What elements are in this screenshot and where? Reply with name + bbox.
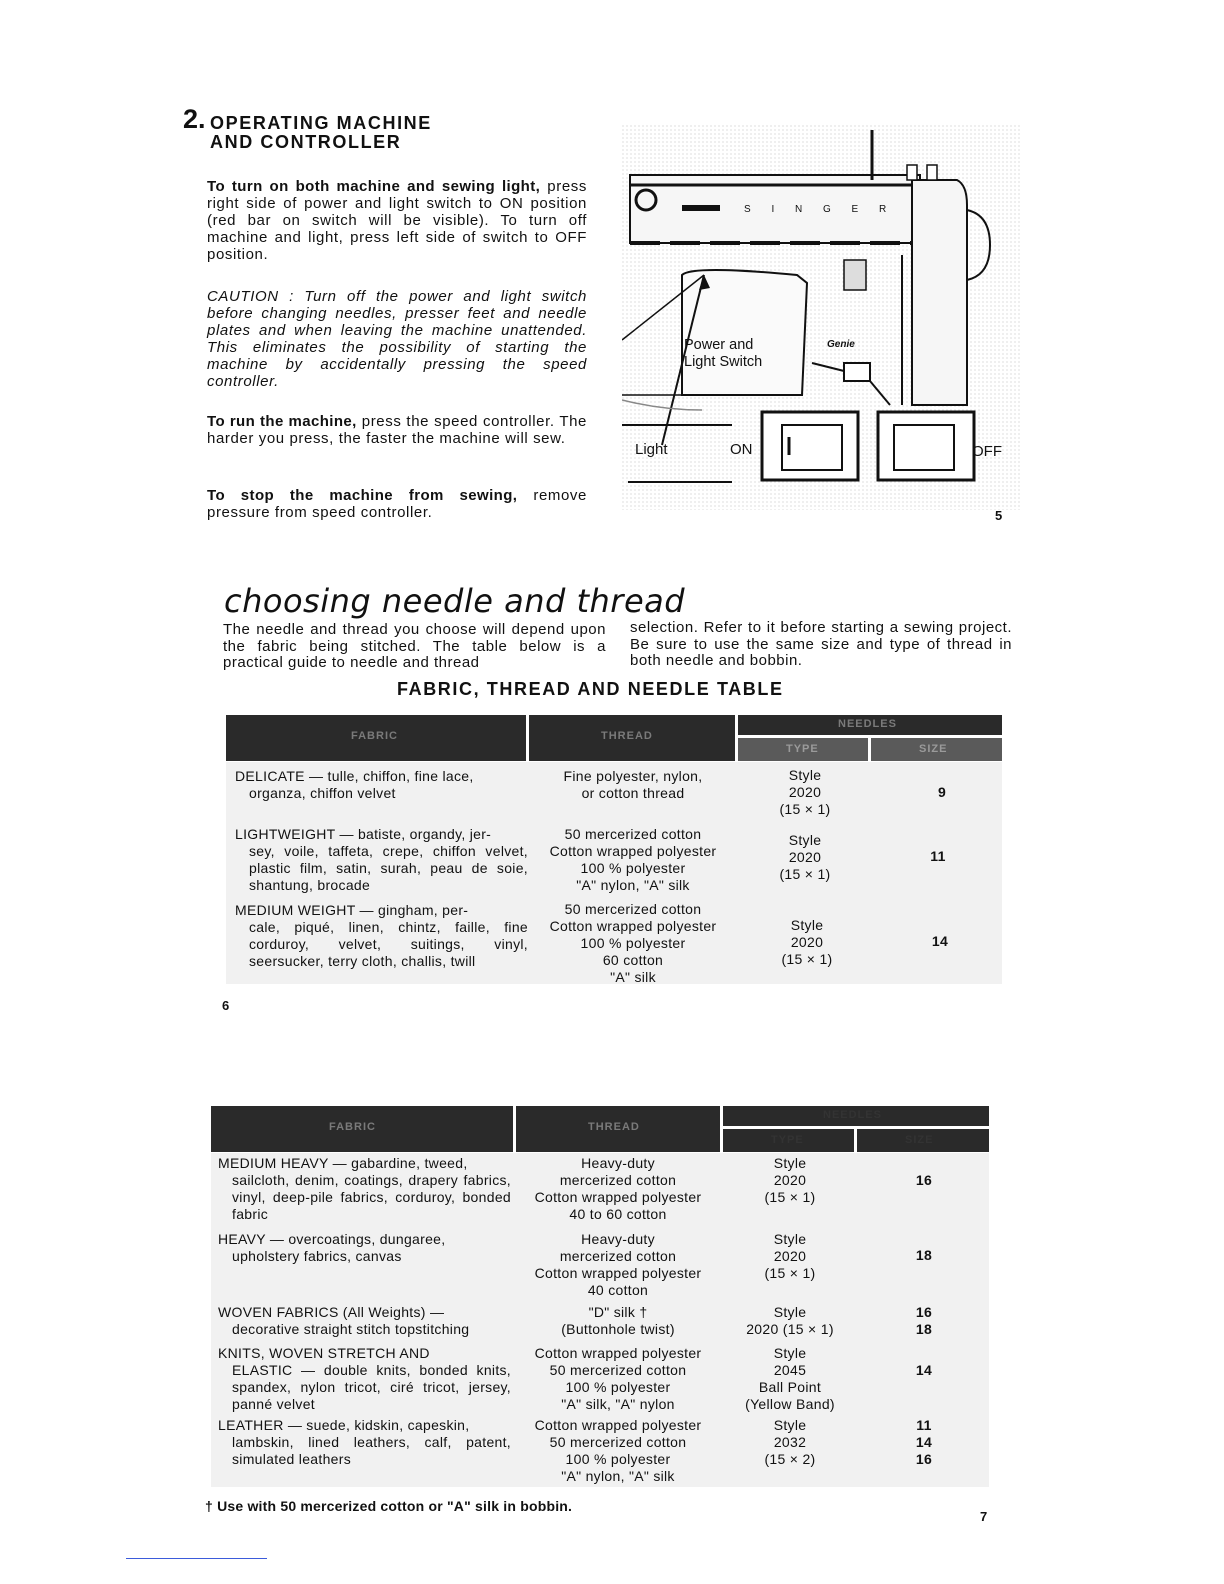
table-row [218,1345,511,1413]
type-line: 2020 [773,1172,807,1188]
thread-line: mercerized cotton [559,1172,677,1188]
thread-line: 100 % polyester [565,1451,671,1467]
page-heading: choosing needle and thread [224,582,686,620]
off-label: OFF [972,443,1002,460]
table1-header-size [871,738,1002,761]
type-line: (15 × 1) [764,1265,816,1281]
table-row [235,902,528,970]
table2-header-size [857,1129,989,1152]
row-fabric-lead: KNITS, WOVEN STRETCH AND [218,1345,430,1361]
thread-line: Cotton wrapped polyester [534,1265,702,1281]
row-thread [530,901,736,986]
divider-line [126,1558,267,1559]
size-line: 16 [915,1172,933,1188]
thread-line: or cotton thread [581,785,685,801]
type-line: Style [788,767,822,783]
footnote: † Use with 50 mercerized cotton or "A" silk in bobbin. [205,1498,573,1514]
machine-illustration [622,125,1020,510]
para-turn-on-text: press right side of power and light switch to ON position (red bar on switch will be visible). To turn off machine and light, press left side of switch to OFF position. [207,178,587,263]
table-row [235,826,528,894]
type-line: 2020 [788,784,822,800]
type-line: (15 × 1) [764,1189,816,1205]
row-size [862,1172,986,1189]
type-line: Style [773,1231,807,1247]
table-row [218,1155,511,1223]
thread-line: "D" silk † [588,1304,648,1320]
thread-line: Cotton wrapped polyester [549,918,717,934]
row-fabric-rest: lambskin, lined leathers, calf, patent, simulated leathers [232,1434,511,1467]
thread-line: 40 cotton [587,1282,649,1298]
row-type [725,1231,855,1282]
row-fabric-lead: DELICATE — tulle, chiffon, fine lace, [235,768,474,784]
section-title-line2: AND CONTROLLER [210,132,402,152]
row-size [862,1304,986,1338]
row-size [862,1362,986,1379]
row-fabric-lead: MEDIUM WEIGHT — gingham, per- [235,902,469,918]
intro-left: The needle and thread you choose will depend upon the fabric being stitched. The table below is a practical guide to needle and thread [223,621,606,671]
thread-line: 50 mercerized cotton [549,1362,687,1378]
type-line: Ball Point [758,1379,822,1395]
row-fabric-lead: MEDIUM HEAVY — gabardine, tweed, [218,1155,468,1171]
para-turn-on-bold: To turn on both machine and sewing light, [207,178,541,195]
table-row [218,1231,511,1265]
table1-header-thread [529,715,735,761]
type-line: Style [773,1417,807,1433]
header-needles-label: NEEDLES [823,1109,882,1121]
type-line: 2020 [773,1248,807,1264]
size-line: 11 [916,1417,932,1433]
header-fabric-label: FABRIC [351,730,398,742]
row-thread [515,1304,721,1338]
type-line: (Yellow Band) [745,1396,835,1412]
type-line: 2020 [790,934,824,950]
size-line: 14 [915,1362,933,1378]
thread-line: 100 % polyester [580,935,686,951]
thread-line: "A" nylon, "A" silk [576,877,690,893]
table-row [235,768,528,802]
thread-line: 50 mercerized cotton [564,901,702,917]
type-line: Style [773,1155,807,1171]
table-title: FABRIC, THREAD AND NEEDLE TABLE [397,679,784,699]
row-size: 9 [937,784,947,800]
thread-line: "A" nylon, "A" silk [561,1468,675,1484]
type-line: Style [788,832,822,848]
row-fabric-lead: HEAVY — overcoatings, dungaree, [218,1231,446,1247]
section-title-line1: OPERATING MACHINE [210,113,432,133]
row-fabric-rest: cale, piqué, linen, chintz, faille, fine corduroy, velvet, suitings, vinyl, seersucker, terry cloth, challis, twill [249,919,528,969]
table2-header-fabric [211,1106,513,1152]
row-thread [515,1155,721,1223]
thread-line: 50 mercerized cotton [549,1434,687,1450]
thread-line: Cotton wrapped polyester [534,1417,702,1433]
row-type [725,1345,855,1413]
header-thread-label: THREAD [588,1121,640,1133]
type-line: (15 × 1) [781,951,833,967]
row-type [725,1304,855,1338]
table-row [218,1417,511,1468]
page-number-7: 7 [980,1509,988,1524]
row-fabric-rest: upholstery fabrics, canvas [232,1248,402,1264]
size-line: 14 [915,1434,933,1450]
row-size [862,1247,986,1264]
thread-line: Heavy-duty [581,1231,655,1247]
header-thread-label: THREAD [601,730,653,742]
row-type [725,1417,855,1468]
caution-paragraph: CAUTION : Turn off the power and light switch before changing needles, presser feet and needle plates and when leaving the machine unattended. This eliminates the possibility of starting the machine by accidentally pressing the speed controller. [207,288,587,390]
table2-header-type [723,1129,854,1152]
table2-header-needles [723,1106,989,1126]
intro-right: selection. Refer to it before starting a sewing project. Be sure to use the same size and type of thread in both needle and bobbin. [630,619,1012,669]
table2-header-thread [516,1106,720,1152]
thread-line: Heavy-duty [581,1155,655,1171]
row-fabric-lead: LIGHTWEIGHT — batiste, organdy, jer- [235,826,492,842]
row-fabric-lead: LEATHER — suede, kidskin, capeskin, [218,1417,470,1433]
size-line: 16 [915,1451,933,1467]
row-fabric-rest: ELASTIC — double knits, bonded knits, spandex, nylon tricot, ciré tricot, jersey, panné velvet [232,1362,511,1412]
size-line: 16 [915,1304,933,1320]
type-line: Style [790,917,824,933]
row-type [740,767,870,818]
thread-line: 100 % polyester [565,1379,671,1395]
thread-line: 40 to 60 cotton [569,1206,667,1222]
thread-line: Fine polyester, nylon, [563,768,703,784]
thread-line: 100 % polyester [580,860,686,876]
on-label: ON [730,441,753,458]
type-line: Style [773,1345,807,1361]
section-title [210,114,432,152]
header-size-label: SIZE [919,743,948,755]
type-line: (15 × 2) [764,1451,816,1467]
type-line: 2020 [788,849,822,865]
para-run [207,413,587,447]
row-type [725,1155,855,1206]
header-type-label: TYPE [771,1134,804,1146]
genie-logo: Genie [827,339,855,350]
table-row [218,1304,511,1338]
power-light-switch-label: Power and Light Switch [684,337,763,370]
row-fabric-rest: sailcloth, denim, coatings, drapery fabrics, vinyl, deep-pile fabrics, corduroy, bonded fabric [232,1172,511,1222]
row-type [742,917,872,968]
row-fabric-rest: decorative straight stitch topstitching [232,1321,470,1337]
header-fabric-label: FABRIC [329,1121,376,1133]
thread-line: "A" silk [610,969,656,985]
type-line: 2020 (15 × 1) [746,1321,834,1337]
para-run-bold: To run the machine, [207,413,357,430]
header-type-label: TYPE [786,743,819,755]
para-run-text: press the speed controller. The harder you press, the faster the machine will sew. [207,413,587,447]
header-needles-label: NEEDLES [838,718,897,730]
size-line: 18 [915,1321,933,1337]
para-stop [207,487,587,521]
row-size: 11 [930,848,946,864]
page-number-6: 6 [222,998,230,1013]
row-size [862,1417,986,1468]
row-type [740,832,870,883]
para-stop-bold: To stop the machine from sewing, [207,487,518,504]
row-size: 14 [931,933,949,949]
size-line: 18 [915,1247,933,1263]
row-thread [530,826,736,894]
type-line: 2032 [773,1434,807,1450]
type-line: (15 × 1) [779,866,831,882]
type-line: Style [773,1304,807,1320]
table1-header-needles [738,715,1002,735]
thread-line: "A" silk, "A" nylon [561,1396,675,1412]
type-line: (15 × 1) [779,801,831,817]
type-line: 2045 [773,1362,807,1378]
thread-line: Cotton wrapped polyester [534,1345,702,1361]
thread-line: Cotton wrapped polyester [549,843,717,859]
row-thread [530,768,736,802]
thread-line: 60 cotton [602,952,664,968]
page-number-5: 5 [995,508,1003,523]
sewing-machine-icon [622,125,1020,510]
row-fabric-lead: WOVEN FABRICS (All Weights) — [218,1304,445,1320]
light-label: Light [635,441,668,458]
para-stop-text: remove pressure from speed controller. [207,487,587,521]
para-turn-on [207,178,587,263]
row-thread [515,1345,721,1413]
table1-header-fabric [226,715,526,761]
thread-line: (Buttonhole twist) [561,1321,675,1337]
row-fabric-rest: sey, voile, taffeta, crepe, chiffon velvet, plastic film, satin, surah, peau de soie, shantung, brocade [249,843,528,893]
thread-line: 50 mercerized cotton [564,826,702,842]
row-fabric-rest: organza, chiffon velvet [249,785,396,801]
header-size-label: SIZE [905,1134,934,1146]
section-number: 2. [183,104,206,134]
thread-line: mercerized cotton [559,1248,677,1264]
row-thread [515,1231,721,1299]
thread-line: Cotton wrapped polyester [534,1189,702,1205]
row-thread [515,1417,721,1485]
brand-label: S I N G E R [744,204,896,215]
table1-header-type [738,738,868,761]
